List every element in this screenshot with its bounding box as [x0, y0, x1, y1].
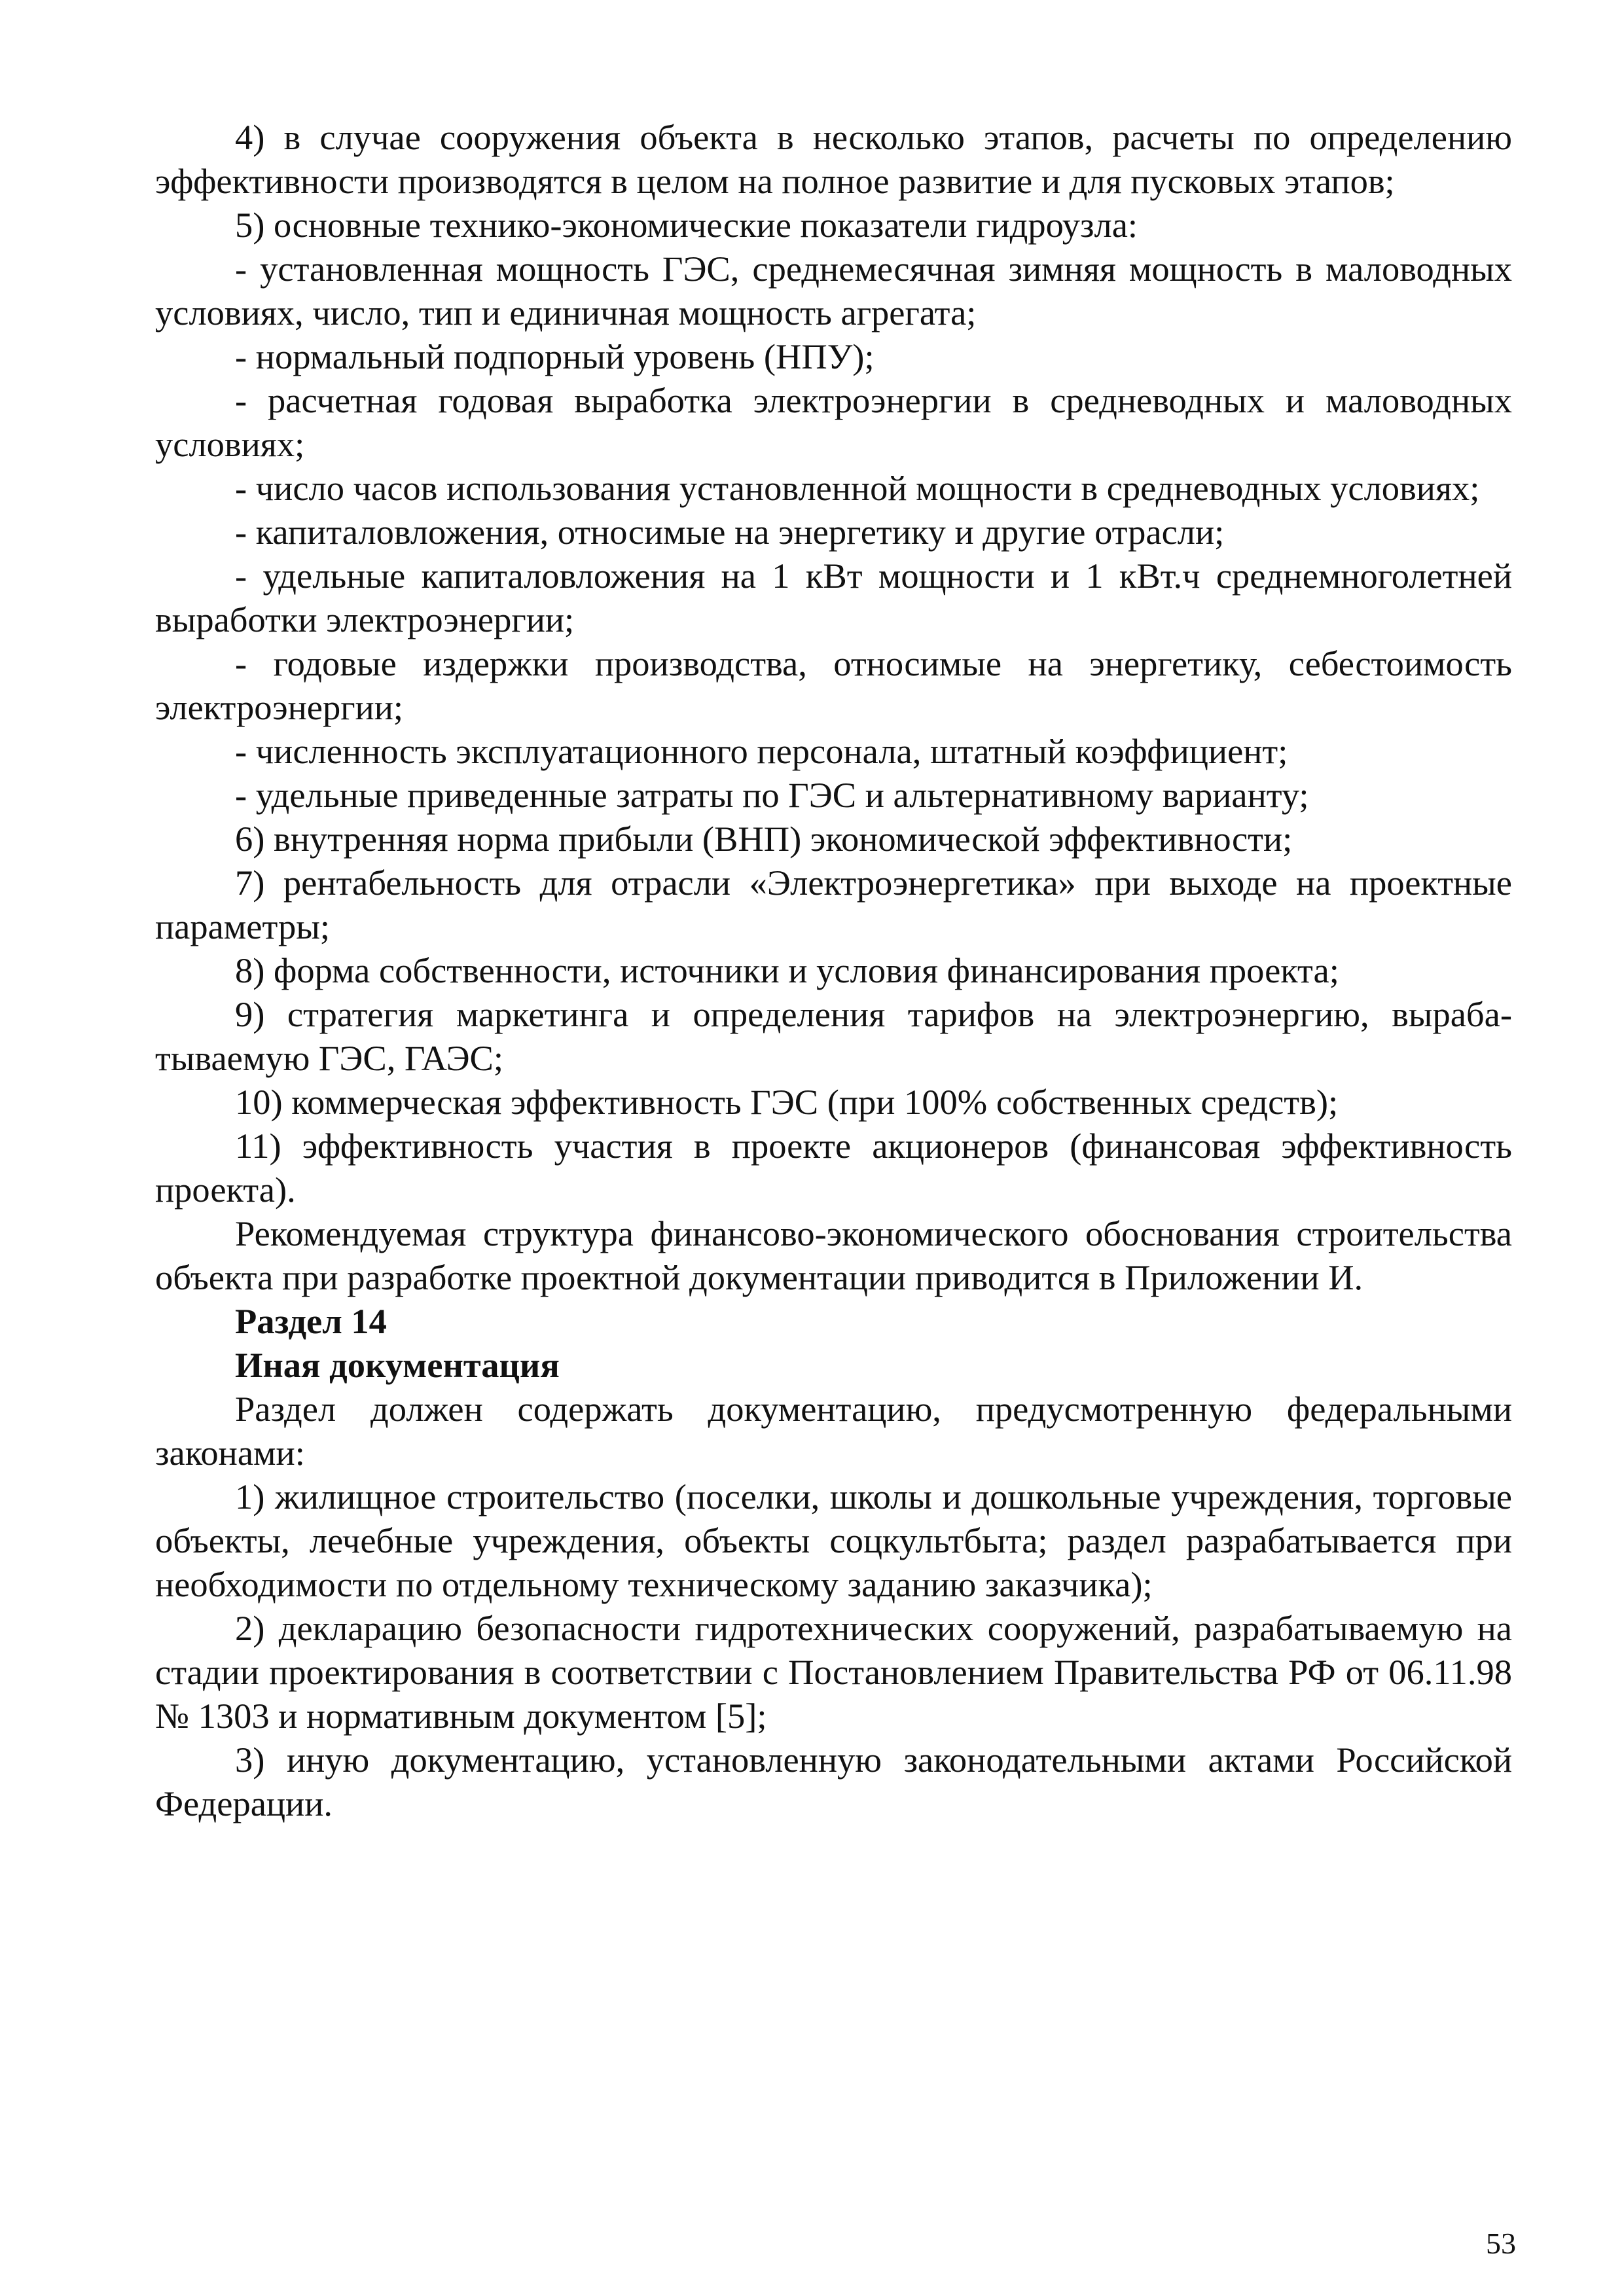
body-text: [155, 115, 1512, 1825]
list-item: - расчетная годовая выработка электроэнергии в средневодных и маловодных условиях;: [155, 380, 1512, 464]
list-item: - капиталовложения, относимые на энергетику и другие отрасли;: [235, 512, 1225, 552]
list-item: - численность эксплуатационного персонала, штатный коэффициент;: [235, 731, 1288, 771]
paragraph: 10) коммерческая эффективность ГЭС (при 100% собственных средств);: [235, 1082, 1339, 1122]
paragraph: 11) эффективность участия в проекте акционеров (финансовая эффективность проекта).: [155, 1126, 1512, 1210]
list-item: - нормальный подпорный уровень (НПУ);: [235, 336, 875, 376]
paragraph: 2) декларацию безопасности гидротехнических сооружений, разрабатываемую на стадии проектирования в соответствии с Постановлением Правительства РФ от 06.11.98 № 1303 и нормативным документом [5];: [155, 1608, 1512, 1736]
section-title-heading: Иная документация: [235, 1345, 560, 1385]
paragraph: 3) иную документацию, установленную законодательными актами Российской Федерации.: [155, 1740, 1512, 1823]
paragraph: 5) основные технико-экономические показатели гидроузла:: [235, 205, 1138, 245]
list-item: - установленная мощность ГЭС, среднемесячная зимняя мощность в маловодных условиях, число, тип и единичная мощность агрегата;: [155, 249, 1512, 332]
paragraph: Рекомендуемая структура финансово-экономического обоснования строительства объекта при разработке проектной документации приводится в Приложении И.: [155, 1213, 1512, 1297]
list-item: - удельные приведенные затраты по ГЭС и альтернативному варианту;: [235, 775, 1309, 815]
paragraph: 7) рентабельность для отрасли «Электроэнергетика» при выходе на проектные параметры;: [155, 863, 1512, 946]
section-number-heading: Раздел 14: [235, 1301, 387, 1341]
paragraph: Раздел должен содержать документацию, предусмотренную федеральными законами:: [155, 1389, 1512, 1473]
paragraph: 4) в случае сооружения объекта в несколько этапов, расчеты по определению эффективности производятся в целом на полное развитие и для пусковых этапов;: [155, 117, 1512, 201]
paragraph: 9) стратегия маркетинга и определения тарифов на электроэнергию, вырабатываемую ГЭС, ГАЭС;: [155, 994, 1512, 1078]
page-number: 53: [1486, 2227, 1516, 2260]
list-item: - число часов использования установленной мощности в средневодных условиях;: [235, 468, 1480, 508]
list-item: - удельные капиталовложения на 1 кВт мощности и 1 кВт.ч среднемноголетней выработки электроэнергии;: [155, 556, 1512, 639]
list-item: - годовые издержки производства, относимые на энергетику, себестоимость электроэнергии;: [155, 643, 1512, 727]
paragraph: 1) жилищное строительство (поселки, школы и дошкольные учреждения, торговые объекты, лечебные учреждения, объекты соцкультбыта; раздел разрабатывается при необходимости по отдельному техническому заданию заказчика);: [155, 1477, 1512, 1604]
paragraph: 6) внутренняя норма прибыли (ВНП) экономической эффективности;: [235, 819, 1293, 859]
paragraph: 8) форма собственности, источники и условия финансирования проекта;: [235, 950, 1339, 990]
